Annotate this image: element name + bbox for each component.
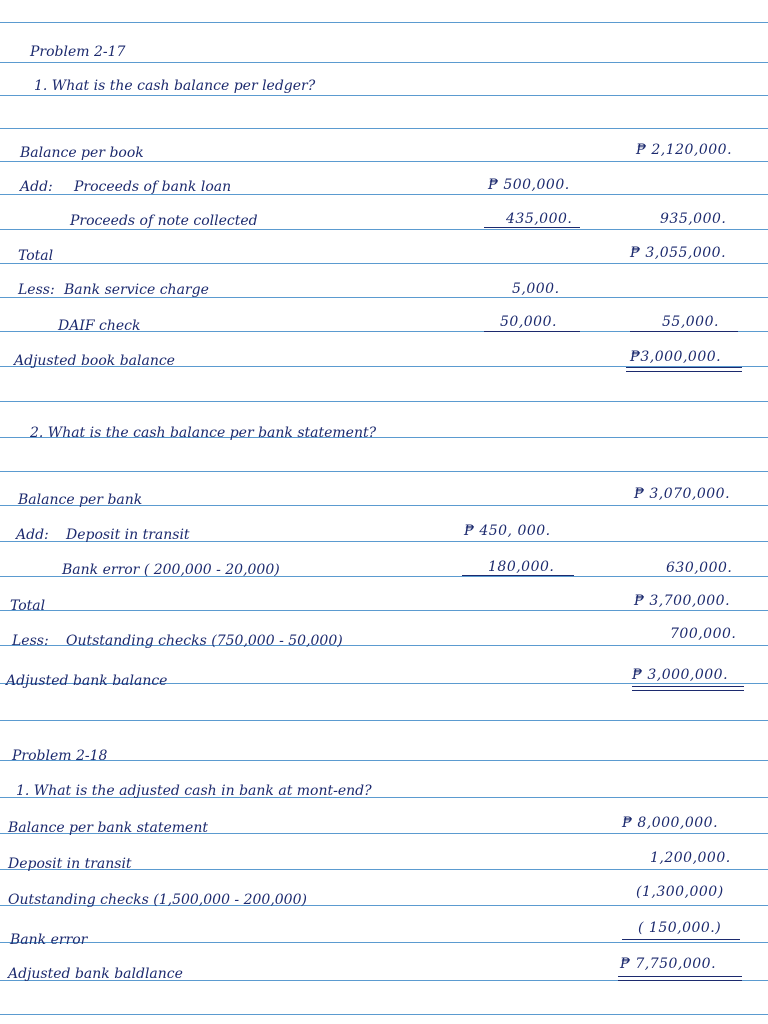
p218-balance-label: Balance per bank statement xyxy=(8,820,208,836)
service-charge-value: 5,000. xyxy=(512,281,560,297)
adjusted-bank-double-underline-2 xyxy=(632,690,744,691)
balance-per-bank-value: ₱ 3,070,000. xyxy=(634,486,731,502)
rule-line xyxy=(0,610,768,611)
rule-line xyxy=(0,1014,768,1015)
add-total-value: 935,000. xyxy=(660,211,727,227)
daif-check-label: DAIF check xyxy=(58,318,141,334)
p218-deposit-value: 1,200,000. xyxy=(650,850,731,866)
p218-q1-question: 1. What is the adjusted cash in bank at mont-end? xyxy=(16,783,372,799)
p218-outstanding-value: (1,300,000) xyxy=(636,884,724,900)
rule-line xyxy=(0,471,768,472)
deposit-in-transit-label: Deposit in transit xyxy=(66,527,190,543)
less-label: Less: xyxy=(18,282,55,298)
rule-line xyxy=(0,161,768,162)
adjusted-bank-value: ₱ 3,000,000. xyxy=(632,667,729,683)
total-label-2: Total xyxy=(10,598,46,614)
balance-per-bank-label: Balance per bank xyxy=(18,492,143,508)
p218-error-value: ( 150,000.) xyxy=(638,920,722,936)
p218-error-underline xyxy=(622,939,740,940)
outstanding-checks-value: 700,000. xyxy=(670,626,737,642)
p218-adjusted-double-underline-2 xyxy=(618,980,742,981)
total-value: ₱ 3,055,000. xyxy=(630,245,727,261)
rule-line xyxy=(0,401,768,402)
bank-error-label: Bank error ( 200,000 - 20,000) xyxy=(62,562,280,578)
rule-line xyxy=(0,128,768,129)
add-label-2: Add: xyxy=(16,527,49,543)
balance-per-book-value: ₱ 2,120,000. xyxy=(636,142,733,158)
problem-2-18-heading: Problem 2-18 xyxy=(12,748,108,764)
add-total-value-2: 630,000. xyxy=(666,560,733,576)
bank-loan-value: ₱ 500,000. xyxy=(488,177,570,193)
rule-line xyxy=(0,720,768,721)
p218-adjusted-double-underline-1 xyxy=(618,976,742,977)
adjusted-book-double-underline-2 xyxy=(626,371,742,372)
less-total-value: 55,000. xyxy=(662,314,719,330)
service-charge-label: Bank service charge xyxy=(64,282,209,298)
total-value-2: ₱ 3,700,000. xyxy=(634,593,731,609)
daif-check-value: 50,000. xyxy=(500,314,557,330)
note-collected-value: 435,000. xyxy=(506,211,573,227)
q2-question: 2. What is the cash balance per bank statement? xyxy=(30,425,377,441)
p218-outstanding-label: Outstanding checks (1,500,000 - 200,000) xyxy=(8,892,307,908)
problem-2-17-heading: Problem 2-17 xyxy=(30,44,126,60)
less-total-underline xyxy=(630,331,738,332)
p218-deposit-label: Deposit in transit xyxy=(8,856,132,872)
note-collected-underline xyxy=(484,227,580,228)
adjusted-book-label: Adjusted book balance xyxy=(14,353,175,369)
p218-balance-value: ₱ 8,000,000. xyxy=(622,815,719,831)
note-collected-label: Proceeds of note collected xyxy=(70,213,258,229)
p218-adjusted-label: Adjusted bank baldlance xyxy=(8,966,183,982)
adjusted-book-double-underline-1 xyxy=(626,367,742,368)
q1-question: 1. What is the cash balance per ledger? xyxy=(34,78,316,94)
rule-line xyxy=(0,95,768,96)
p218-adjusted-value: ₱ 7,750,000. xyxy=(620,956,717,972)
rule-line xyxy=(0,229,768,230)
outstanding-checks-label: Outstanding checks (750,000 - 50,000) xyxy=(66,633,343,649)
add-label: Add: xyxy=(20,179,53,195)
adjusted-book-value: ₱3,000,000. xyxy=(630,349,722,365)
bank-error-value: 180,000. xyxy=(488,559,555,575)
rule-line xyxy=(0,22,768,23)
rule-line xyxy=(0,62,768,63)
bank-loan-label: Proceeds of bank loan xyxy=(74,179,232,195)
less-label-2: Less: xyxy=(12,633,49,649)
adjusted-bank-double-underline-1 xyxy=(632,686,744,687)
total-label: Total xyxy=(18,248,54,264)
p218-error-label: Bank error xyxy=(10,932,88,948)
deposit-in-transit-value: ₱ 450, 000. xyxy=(464,523,551,539)
rule-line xyxy=(0,263,768,264)
rule-line xyxy=(0,942,768,943)
bank-error-underline xyxy=(462,575,574,576)
daif-check-underline xyxy=(484,331,580,332)
rule-line xyxy=(0,760,768,761)
balance-per-book-label: Balance per book xyxy=(20,145,144,161)
adjusted-bank-label: Adjusted bank balance xyxy=(6,673,168,689)
